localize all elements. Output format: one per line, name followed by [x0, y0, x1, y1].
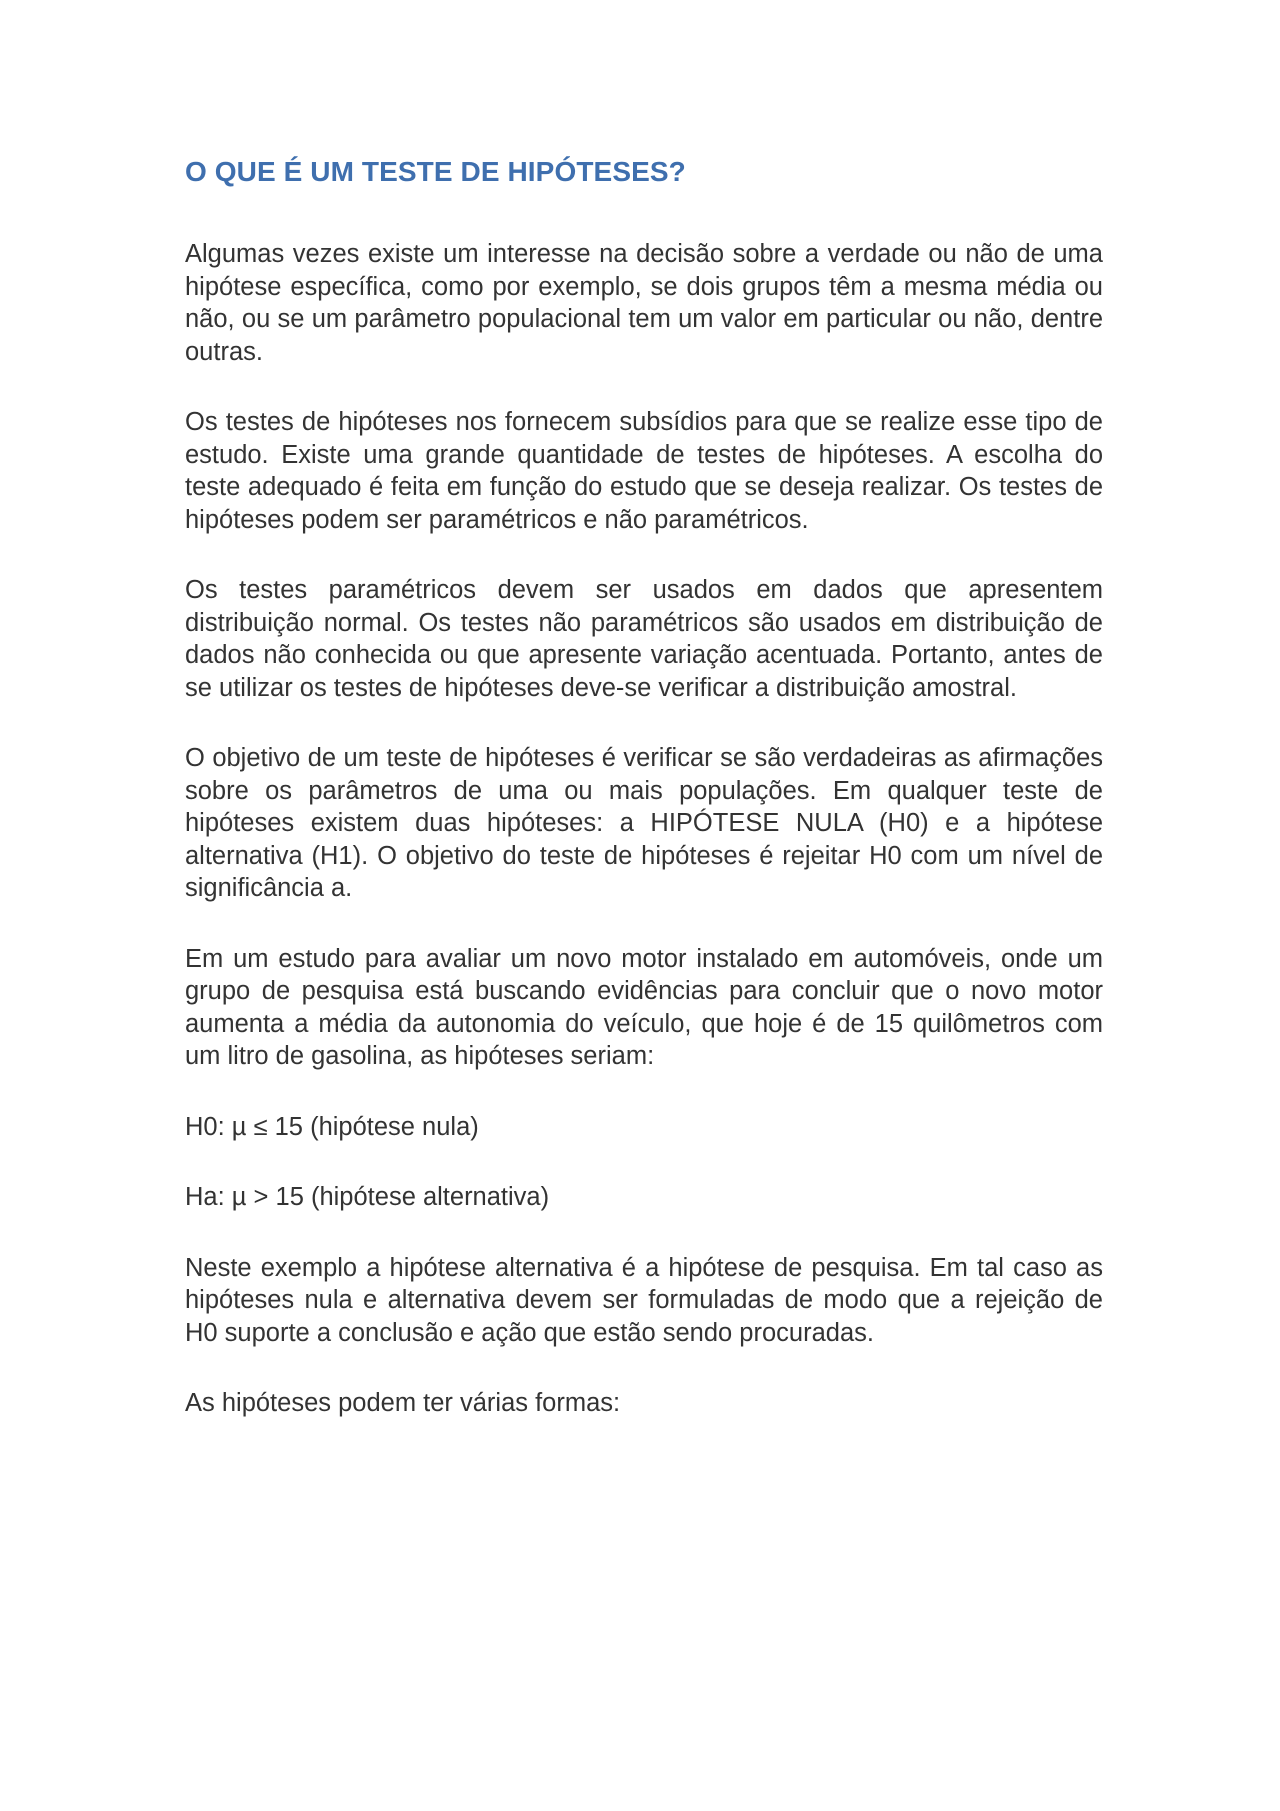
paragraph-tests-overview: Os testes de hipóteses nos fornecem subsídios para que se realize esse tipo de estudo. Existe uma grande quantidade de testes de hipóteses. A escolha do teste adequado é feita em função do estudo que se deseja realizar. Os testes de hipóteses podem ser paramétricos e não paramétricos.: [185, 408, 1103, 534]
paragraph-hypothesis-forms: As hipóteses podem ter várias formas:: [185, 1389, 621, 1417]
paragraph-research-hypothesis: Neste exemplo a hipótese alternativa é a hipótese de pesquisa. Em tal caso as hipóteses nula e alternativa devem ser formuladas de modo que a rejeição de H0 suporte a conclusão e ação que estão sendo procuradas.: [185, 1253, 1103, 1347]
paragraph-objective: O objetivo de um teste de hipóteses é verificar se são verdadeiras as afirmações sobre os parâmetros de uma ou mais populações. Em qualquer teste de hipóteses existem duas hipóteses: a HIPÓTESE NULA (H0) e a hipótese alternativa (H1). O objetivo do teste de hipóteses é rejeitar H0 com um nível de significância a.: [185, 744, 1103, 902]
document-body: [185, 152, 1103, 1458]
hypothesis-alternative: Ha: µ > 15 (hipótese alternativa): [185, 1183, 550, 1211]
paragraph-intro: Algumas vezes existe um interesse na decisão sobre a verdade ou não de uma hipótese específica, como por exemplo, se dois grupos têm a mesma média ou não, ou se um parâmetro populacional tem um valor em particular ou não, dentre outras.: [185, 240, 1103, 366]
hypothesis-null: H0: µ ≤ 15 (hipótese nula): [185, 1112, 479, 1141]
paragraph-parametric-tests: Os testes paramétricos devem ser usados em dados que apresentem distribuição normal. Os testes não paramétricos são usados em distribuição de dados não conhecida ou que apresente variação acentuada. Portanto, antes de se utilizar os testes de hipóteses deve-se verificar a distribuição amostral.: [185, 576, 1103, 702]
document-title: O QUE É UM TESTE DE HIPÓTESES?: [185, 156, 686, 187]
paragraph-engine-example: Em um estudo para avaliar um novo motor instalado em automóveis, onde um grupo de pesquisa está buscando evidências para concluir que o novo motor aumenta a média da autonomia do veículo, que hoje é de 15 quilômetros com um litro de gasolina, as hipóteses seriam:: [185, 944, 1103, 1070]
